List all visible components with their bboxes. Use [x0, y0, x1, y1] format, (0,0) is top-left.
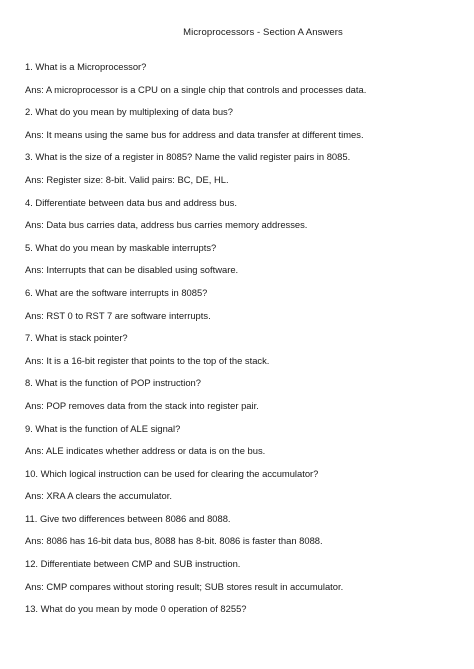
- question-11: 11. Give two differences between 8086 and 8088.: [25, 512, 231, 524]
- qa-list: [25, 61, 465, 626]
- question-4: 4. Differentiate between data bus and address bus.: [25, 196, 237, 208]
- question-13: 13. What do you mean by mode 0 operation of 8255?: [25, 603, 247, 615]
- answer-3: Ans: Register size: 8-bit. Valid pairs: BC, DE, HL.: [25, 173, 229, 185]
- answer-1: Ans: A microprocessor is a CPU on a single chip that controls and processes data.: [25, 83, 367, 95]
- question-2: 2. What do you mean by multiplexing of data bus?: [25, 106, 233, 118]
- question-6: 6. What are the software interrupts in 8085?: [25, 286, 208, 298]
- question-10: 10. Which logical instruction can be used for clearing the accumulator?: [25, 467, 319, 479]
- answer-11: Ans: 8086 has 16-bit data bus, 8088 has 8-bit. 8086 is faster than 8088.: [25, 535, 323, 547]
- question-12: 12. Differentiate between CMP and SUB instruction.: [25, 558, 241, 570]
- question-1: 1. What is a Microprocessor?: [25, 61, 147, 72]
- question-3: 3. What is the size of a register in 8085? Name the valid register pairs in 8085.: [25, 151, 351, 163]
- question-7: 7. What is stack pointer?: [25, 332, 128, 344]
- document-title: Microprocessors - Section A Answers: [183, 27, 343, 38]
- question-5: 5. What do you mean by maskable interrupts?: [25, 241, 217, 253]
- answer-10: Ans: XRA A clears the accumulator.: [25, 490, 172, 502]
- answer-12: Ans: CMP compares without storing result; SUB stores result in accumulator.: [25, 580, 344, 592]
- answer-6: Ans: RST 0 to RST 7 are software interrupts.: [25, 309, 211, 321]
- answer-7: Ans: It is a 16-bit register that points to the top of the stack.: [25, 354, 270, 366]
- question-8: 8. What is the function of POP instruction?: [25, 377, 201, 389]
- answer-9: Ans: ALE indicates whether address or data is on the bus.: [25, 445, 266, 457]
- question-9: 9. What is the function of ALE signal?: [25, 422, 181, 434]
- answer-2: Ans: It means using the same bus for address and data transfer at different times.: [25, 128, 364, 140]
- answer-4: Ans: Data bus carries data, address bus carries memory addresses.: [25, 219, 308, 231]
- answer-5: Ans: Interrupts that can be disabled using software.: [25, 264, 239, 276]
- answer-8: Ans: POP removes data from the stack into register pair.: [25, 399, 259, 411]
